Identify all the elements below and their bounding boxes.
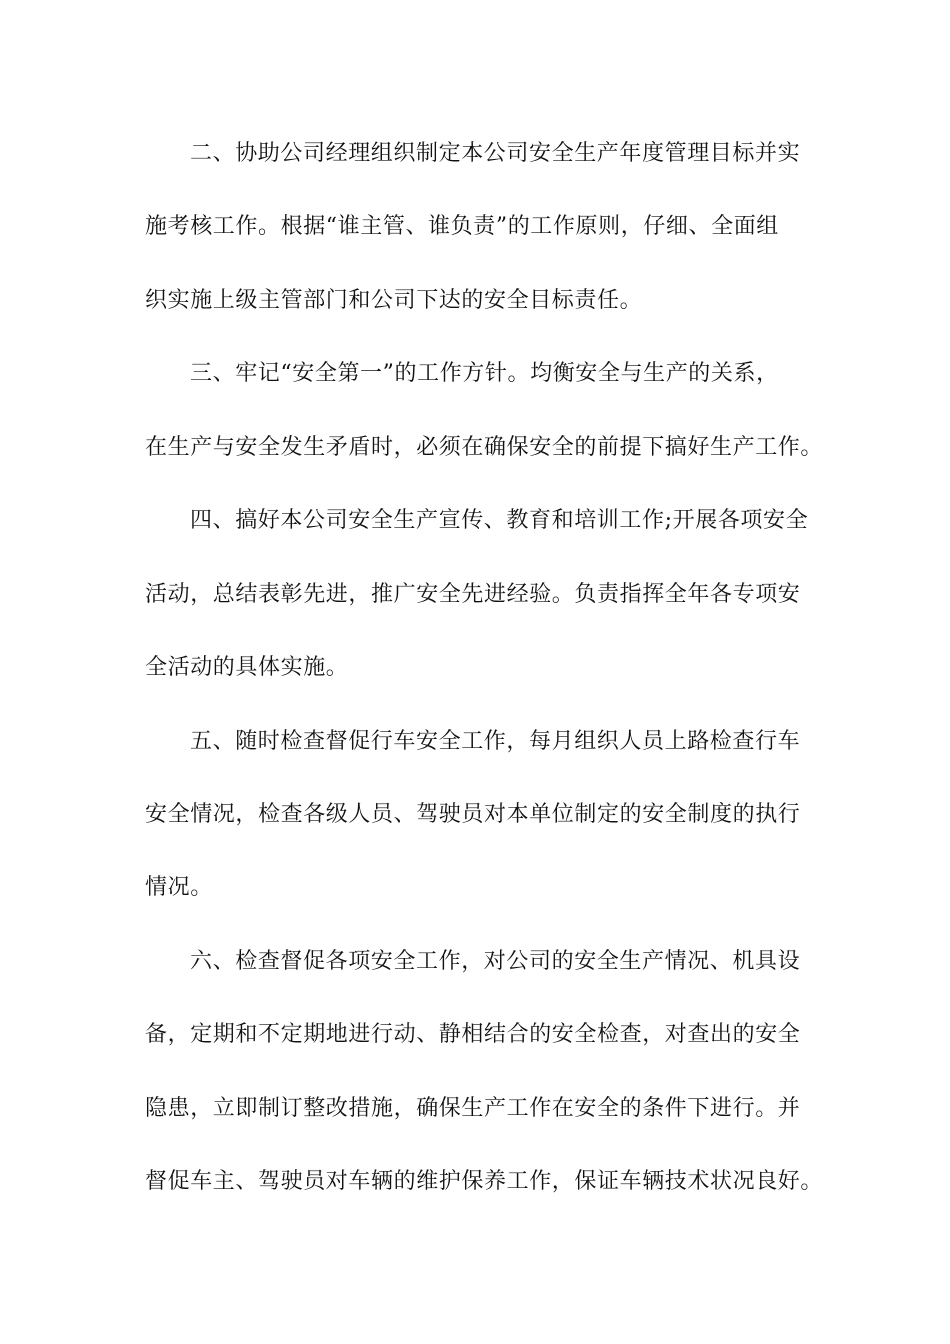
paragraph-5-line-3: 情况。 <box>145 875 213 900</box>
paragraph-4-line-3: 全活动的具体实施。 <box>145 655 349 680</box>
paragraph-3-line-2: 在生产与安全发生矛盾时，必须在确保安全的前提下搞好生产工作。 <box>145 435 824 460</box>
paragraph-3-line-1: 三、牢记“安全第一”的工作方针。均衡安全与生产的关系， <box>190 361 779 386</box>
paragraph-4-line-1: 四、搞好本公司安全生产宣传、教育和培训工作;开展各项安全 <box>190 508 809 533</box>
paragraph-6-line-2: 备，定期和不定期地进行动、静相结合的安全检查，对查出的安全 <box>145 1022 801 1047</box>
paragraph-2-line-2: 施考核工作。根据“谁主管、谁负责”的工作原则，仔细、全面组 <box>145 214 779 239</box>
paragraph-4-line-2: 活动，总结表彰先进，推广安全先进经验。负责指挥全年各专项安 <box>145 582 801 607</box>
paragraph-2-line-1: 二、协助公司经理组织制定本公司安全生产年度管理目标并实 <box>190 141 801 166</box>
paragraph-5-line-2: 安全情况，检查各级人员、驾驶员对本单位制定的安全制度的执行 <box>145 802 801 827</box>
paragraph-6-line-3: 隐患，立即制订整改措施，确保生产工作在安全的条件下进行。并 <box>145 1096 801 1121</box>
paragraph-6-line-4: 督促车主、驾驶员对车辆的维护保养工作，保证车辆技术状况良好。 <box>145 1169 824 1194</box>
paragraph-2-line-3: 织实施上级主管部门和公司下达的安全目标责任。 <box>145 288 643 313</box>
paragraph-5-line-1: 五、随时检查督促行车安全工作，每月组织人员上路检查行车 <box>190 729 801 754</box>
paragraph-6-line-1: 六、检查督促各项安全工作，对公司的安全生产情况、机具设 <box>190 949 801 974</box>
